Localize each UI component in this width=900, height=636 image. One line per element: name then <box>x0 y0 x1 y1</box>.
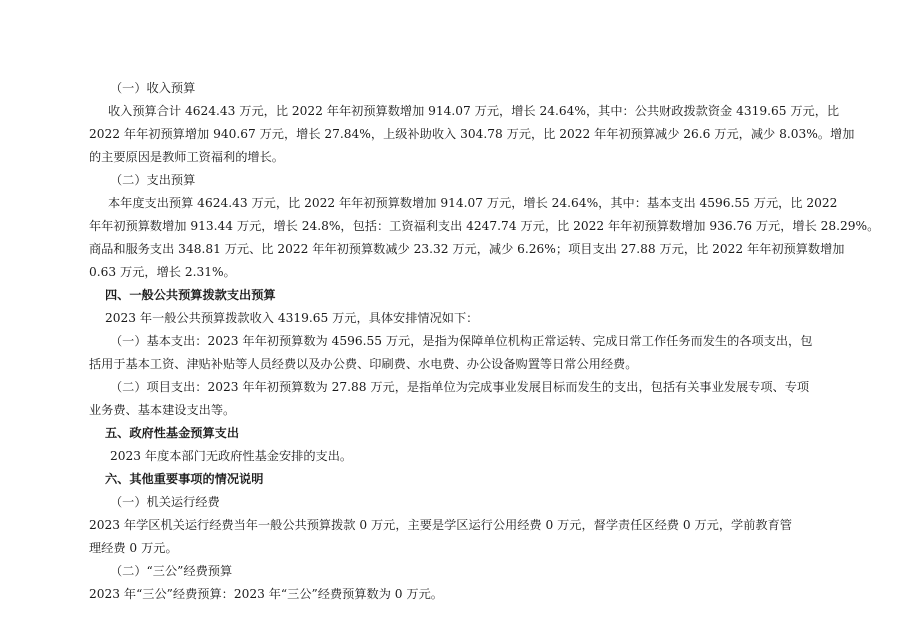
subheading-income-budget: （一）收入预算 <box>110 81 196 95</box>
paragraph-line: 业务费、基本建设支出等。 <box>89 403 236 417</box>
section-heading-general-budget: 四、一般公共预算拨款支出预算 <box>105 288 276 302</box>
paragraph-line: 2022 年年初预算增加 940.67 万元，增长 27.84%，上级补助收入 304.78 万元，比 2022 年年初预算减少 26.6 万元，减少 8.03%。增加 <box>89 127 855 141</box>
paragraph-line: 括用于基本工资、津贴补贴等人员经费以及办公费、印刷费、水电费、办公设备购置等日常公用经费。 <box>89 357 638 371</box>
paragraph-line: 年年初预算数增加 913.44 万元，增长 24.8%，包括：工资福利支出 4247.74 万元，比 2022 年年初预算数增加 936.76 万元，增长 28.29%。 <box>89 219 880 233</box>
paragraph-line: 的主要原因是教师工资福利的增长。 <box>89 150 284 164</box>
paragraph-line: 2023 年“三公”经费预算：2023 年“三公”经费预算数为 0 万元。 <box>89 587 443 601</box>
paragraph-line: （二）项目支出：2023 年年初预算数为 27.88 万元，是指单位为完成事业发展目标而发生的支出，包括有关事业发展专项、专项 <box>110 380 810 394</box>
paragraph-line: 2023 年一般公共预算拨款收入 4319.65 万元，具体安排情况如下： <box>105 311 479 325</box>
paragraph-line: 商品和服务支出 348.81 万元、比 2022 年年初预算数减少 23.32 万元，减少 6.26%；项目支出 27.88 万元，比 2022 年年初预算数增加 <box>89 242 845 256</box>
subheading-three-public-expenses: （二）“三公”经费预算 <box>110 564 233 578</box>
paragraph-line: 理经费 0 万元。 <box>89 541 178 555</box>
paragraph-line: （一）基本支出：2023 年年初预算数为 4596.55 万元，是指为保障单位机构正常运转、完成日常工作任务而发生的各项支出，包 <box>110 334 813 348</box>
paragraph-line: 收入预算合计 4624.43 万元，比 2022 年年初预算数增加 914.07 万元，增长 24.64%，其中：公共财政拨款资金 4319.65 万元，比 <box>108 104 840 118</box>
paragraph-line: 2023 年度本部门无政府性基金安排的支出。 <box>110 449 353 463</box>
paragraph-line: 0.63 万元，增长 2.31%。 <box>89 265 236 279</box>
subheading-operating-expenses: （一）机关运行经费 <box>110 495 220 509</box>
paragraph-line: 本年度支出预算 4624.43 万元，比 2022 年年初预算数增加 914.07 万元，增长 24.64%，其中：基本支出 4596.55 万元，比 2022 <box>108 196 838 210</box>
section-heading-fund-budget: 五、政府性基金预算支出 <box>105 426 240 440</box>
section-heading-other-matters: 六、其他重要事项的情况说明 <box>105 472 264 486</box>
subheading-expenditure-budget: （二）支出预算 <box>110 173 196 187</box>
paragraph-line: 2023 年学区机关运行经费当年一般公共预算拨款 0 万元，主要是学区运行公用经费 0 万元，督学责任区经费 0 万元，学前教育管 <box>89 518 792 532</box>
